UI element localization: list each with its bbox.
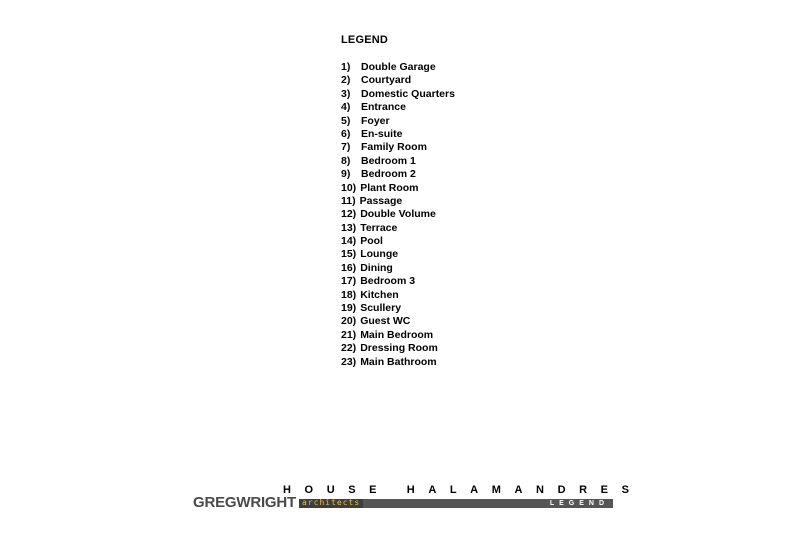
legend-item [341, 168, 601, 181]
legend-item-label: Foyer [361, 114, 390, 127]
title-bar-accent [299, 499, 363, 508]
legend-item-label: Double Garage [361, 61, 436, 73]
title-bar [299, 499, 613, 508]
legend-item [341, 182, 601, 195]
legend-item [341, 315, 601, 328]
legend-item-label: Dressing Room [360, 342, 438, 355]
legend-item [341, 141, 601, 154]
legend-item [341, 329, 601, 342]
legend-item-number: 1) [341, 61, 351, 73]
legend-block [341, 34, 601, 369]
legend-item-label: Scullery [360, 302, 402, 315]
legend-item [341, 88, 601, 101]
legend-item-label: Plant Room [360, 181, 419, 194]
legend-item-label: Entrance [361, 101, 406, 114]
legend-item-number: 18) [341, 288, 357, 301]
legend-item [341, 115, 601, 128]
legend-item [341, 222, 601, 235]
legend-item-number: 8) [341, 154, 351, 167]
legend-item-label: Bedroom 2 [361, 168, 416, 181]
legend-item-number: 11) [341, 194, 356, 207]
legend-item-label: Main Bedroom [360, 328, 434, 341]
legend-item-number: 15) [341, 248, 357, 261]
legend-item-number: 13) [341, 221, 357, 234]
legend-item-number: 16) [341, 261, 357, 274]
legend-item-number: 9) [341, 168, 351, 181]
legend-item [341, 262, 601, 275]
legend-item-label: Double Volume [360, 208, 436, 221]
legend-item-number: 17) [341, 275, 357, 288]
firm-name-part1: GREG [193, 494, 237, 511]
legend-item [341, 289, 601, 302]
legend-item [341, 155, 601, 168]
legend-item-label: Guest WC [360, 315, 411, 328]
legend-item-number: 19) [341, 302, 357, 315]
legend-item-label: Lounge [360, 248, 399, 261]
legend-item-label: Domestic Quarters [361, 87, 455, 100]
legend-item [341, 195, 601, 208]
title-block [193, 484, 643, 511]
firm-subtitle: architects [302, 498, 361, 507]
firm-logo [193, 496, 296, 510]
legend-list [341, 61, 601, 369]
legend-item-number: 3) [341, 87, 351, 100]
legend-item-label: Terrace [360, 221, 398, 234]
legend-item-number: 23) [341, 355, 357, 368]
legend-item-number: 6) [341, 127, 351, 140]
legend-item-number: 20) [341, 315, 357, 328]
legend-item-label: Courtyard [361, 74, 412, 87]
legend-item [341, 248, 601, 261]
legend-item [341, 356, 601, 369]
legend-item [341, 235, 601, 248]
legend-item-number: 14) [341, 235, 357, 248]
legend-item-label: Dining [360, 261, 393, 274]
legend-item-number: 5) [341, 114, 351, 127]
project-title: HOUSE HALAMANDRES [283, 484, 643, 496]
legend-item [341, 61, 601, 74]
legend-item-number: 10) [341, 181, 357, 194]
legend-item-label: Pool [360, 235, 383, 248]
legend-item-number: 2) [341, 74, 351, 87]
legend-item-number: 7) [341, 141, 351, 154]
legend-item-label: Bedroom 1 [361, 154, 416, 167]
legend-item [341, 128, 601, 141]
sheet-name: LEGEND [549, 500, 609, 507]
legend-item [341, 275, 601, 288]
firm-name-part2: WRIGHT [236, 494, 296, 511]
legend-item-label: Kitchen [360, 288, 399, 301]
legend-item-label: Bedroom 3 [360, 275, 416, 288]
legend-item [341, 342, 601, 355]
legend-item-number: 4) [341, 101, 351, 114]
legend-item-number: 21) [341, 328, 357, 341]
legend-item-label: Main Bathroom [360, 355, 437, 368]
legend-item-label: En-suite [361, 127, 403, 140]
legend-item-number: 12) [341, 208, 357, 221]
legend-item [341, 302, 601, 315]
legend-item-number: 22) [341, 342, 357, 355]
legend-item [341, 101, 601, 114]
legend-item [341, 208, 601, 221]
legend-item-label: Family Room [361, 141, 427, 154]
legend-item-label: Passage [359, 194, 403, 207]
legend-item [341, 74, 601, 87]
legend-title: LEGEND [341, 34, 389, 46]
